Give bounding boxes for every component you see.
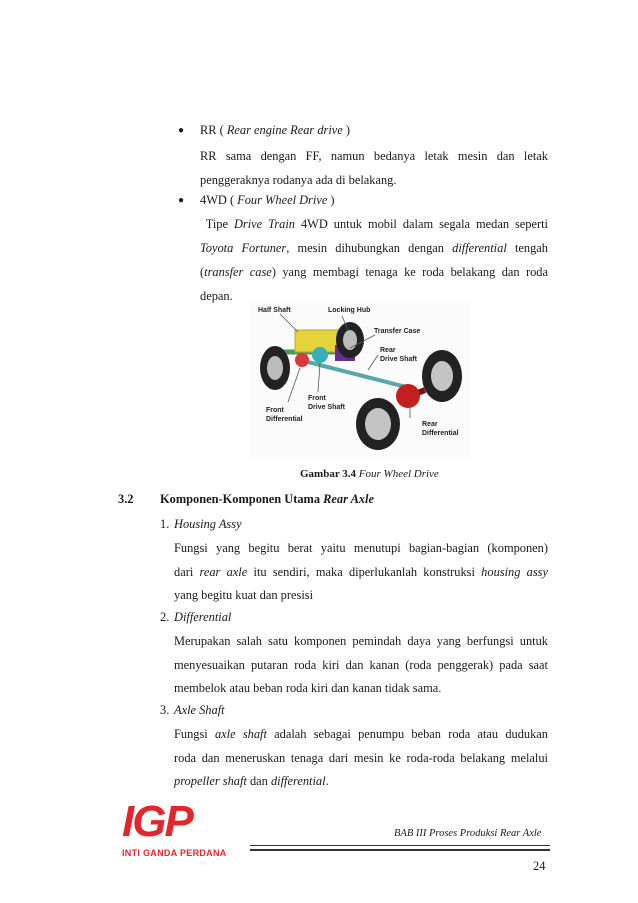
igp-logo: IGP [122, 797, 192, 846]
figure-caption: Gambar 3.4 Four Wheel Drive [300, 468, 439, 480]
list-item-title: Housing Assy [174, 517, 242, 531]
paragraph-line: Fungsi axle shaft adalah sebagai penumpu beban roda atau dudukan [174, 727, 548, 741]
paragraph-line: RR sama dengan FF, namun bedanya letak mesin dan letak [200, 149, 548, 163]
footer-divider [250, 845, 550, 846]
bullet-heading-4wd: 4WD ( Four Wheel Drive ) [200, 193, 335, 207]
paragraph-line: propeller shaft dan differential. [174, 774, 329, 788]
section-number: 3.2 [118, 492, 134, 506]
paragraph-line: yang begitu kuat dan presisi [174, 588, 314, 602]
label-half-shaft: Half Shaft [258, 307, 291, 314]
paragraph-line: menyesuaikan putaran roda kiri dan kanan (roda penggerak) pada saat [174, 658, 548, 672]
wheel-front-left [260, 346, 290, 390]
footer-divider [250, 849, 550, 851]
label-rear-drive-shaft: Rear [380, 347, 396, 354]
igp-logo-subtitle: INTI GANDA PERDANA [122, 848, 227, 858]
bullet-icon: ● [178, 195, 185, 206]
list-item-number: 2. [160, 610, 170, 624]
label-rear-differential: Differential [422, 430, 459, 437]
label-transfer-case: Transfer Case [374, 328, 421, 335]
paragraph-line: dari rear axle itu sendiri, maka diperlukanlah konstruksi housing assy [174, 565, 548, 579]
paragraph-line: Merupakan salah satu komponen pemindah daya yang berfungsi untuk [174, 634, 548, 648]
label-front-drive-shaft: Front [308, 395, 326, 402]
bullet-icon: ● [178, 125, 185, 136]
front-differential-shape [295, 353, 309, 367]
paragraph-line: Tipe Drive Train 4WD untuk mobil dalam segala medan seperti [200, 217, 549, 231]
label-rear-differential: Rear [422, 421, 438, 428]
bullet-heading-rr: RR ( Rear engine Rear drive ) [200, 123, 351, 137]
paragraph-line: Toyota Fortuner, mesin dihubungkan dengan differential tengah [200, 241, 548, 255]
label-locking-hub: Locking Hub [328, 307, 371, 314]
label-front-differential: Differential [266, 416, 303, 423]
rear-drive-shaft-line [300, 360, 410, 388]
wheel-rear-right [422, 350, 462, 402]
label-front-differential: Front [266, 407, 284, 414]
paragraph-line: Fungsi yang begitu berat yaitu menutupi bagian-bagian (komponen) [174, 541, 548, 555]
wheel-rear-left [356, 398, 400, 450]
paragraph-line: (transfer case) yang membagi tenaga ke roda belakang dan roda [200, 265, 549, 279]
drivetrain-illustration [250, 300, 470, 460]
paragraph-line: membelok atau beban roda kiri dan kanan tidak sama. [174, 681, 442, 695]
paragraph-line: depan. [200, 289, 233, 303]
front-drive-shaft-shape [312, 347, 328, 363]
list-item-title: Axle Shaft [174, 703, 225, 717]
paragraph-line: roda dan meneruskan tenaga dari mesin ke roda-roda belakang melalui [174, 751, 548, 765]
footer-chapter-title: BAB III Proses Produksi Rear Axle [394, 828, 542, 839]
wheel-front-right [336, 322, 364, 358]
four-wheel-drive-figure [250, 300, 470, 460]
page-number: 24 [533, 859, 546, 873]
rear-differential-shape [396, 384, 420, 408]
list-item-title: Differential [174, 610, 232, 624]
section-title: Komponen-Komponen Utama Rear Axle [160, 492, 374, 506]
list-item-number: 1. [160, 517, 170, 531]
label-front-drive-shaft: Drive Shaft [308, 404, 345, 411]
list-item-number: 3. [160, 703, 170, 717]
label-rear-drive-shaft: Drive Shaft [380, 356, 417, 363]
paragraph-line: penggeraknya rodanya ada di belakang. [200, 173, 397, 187]
